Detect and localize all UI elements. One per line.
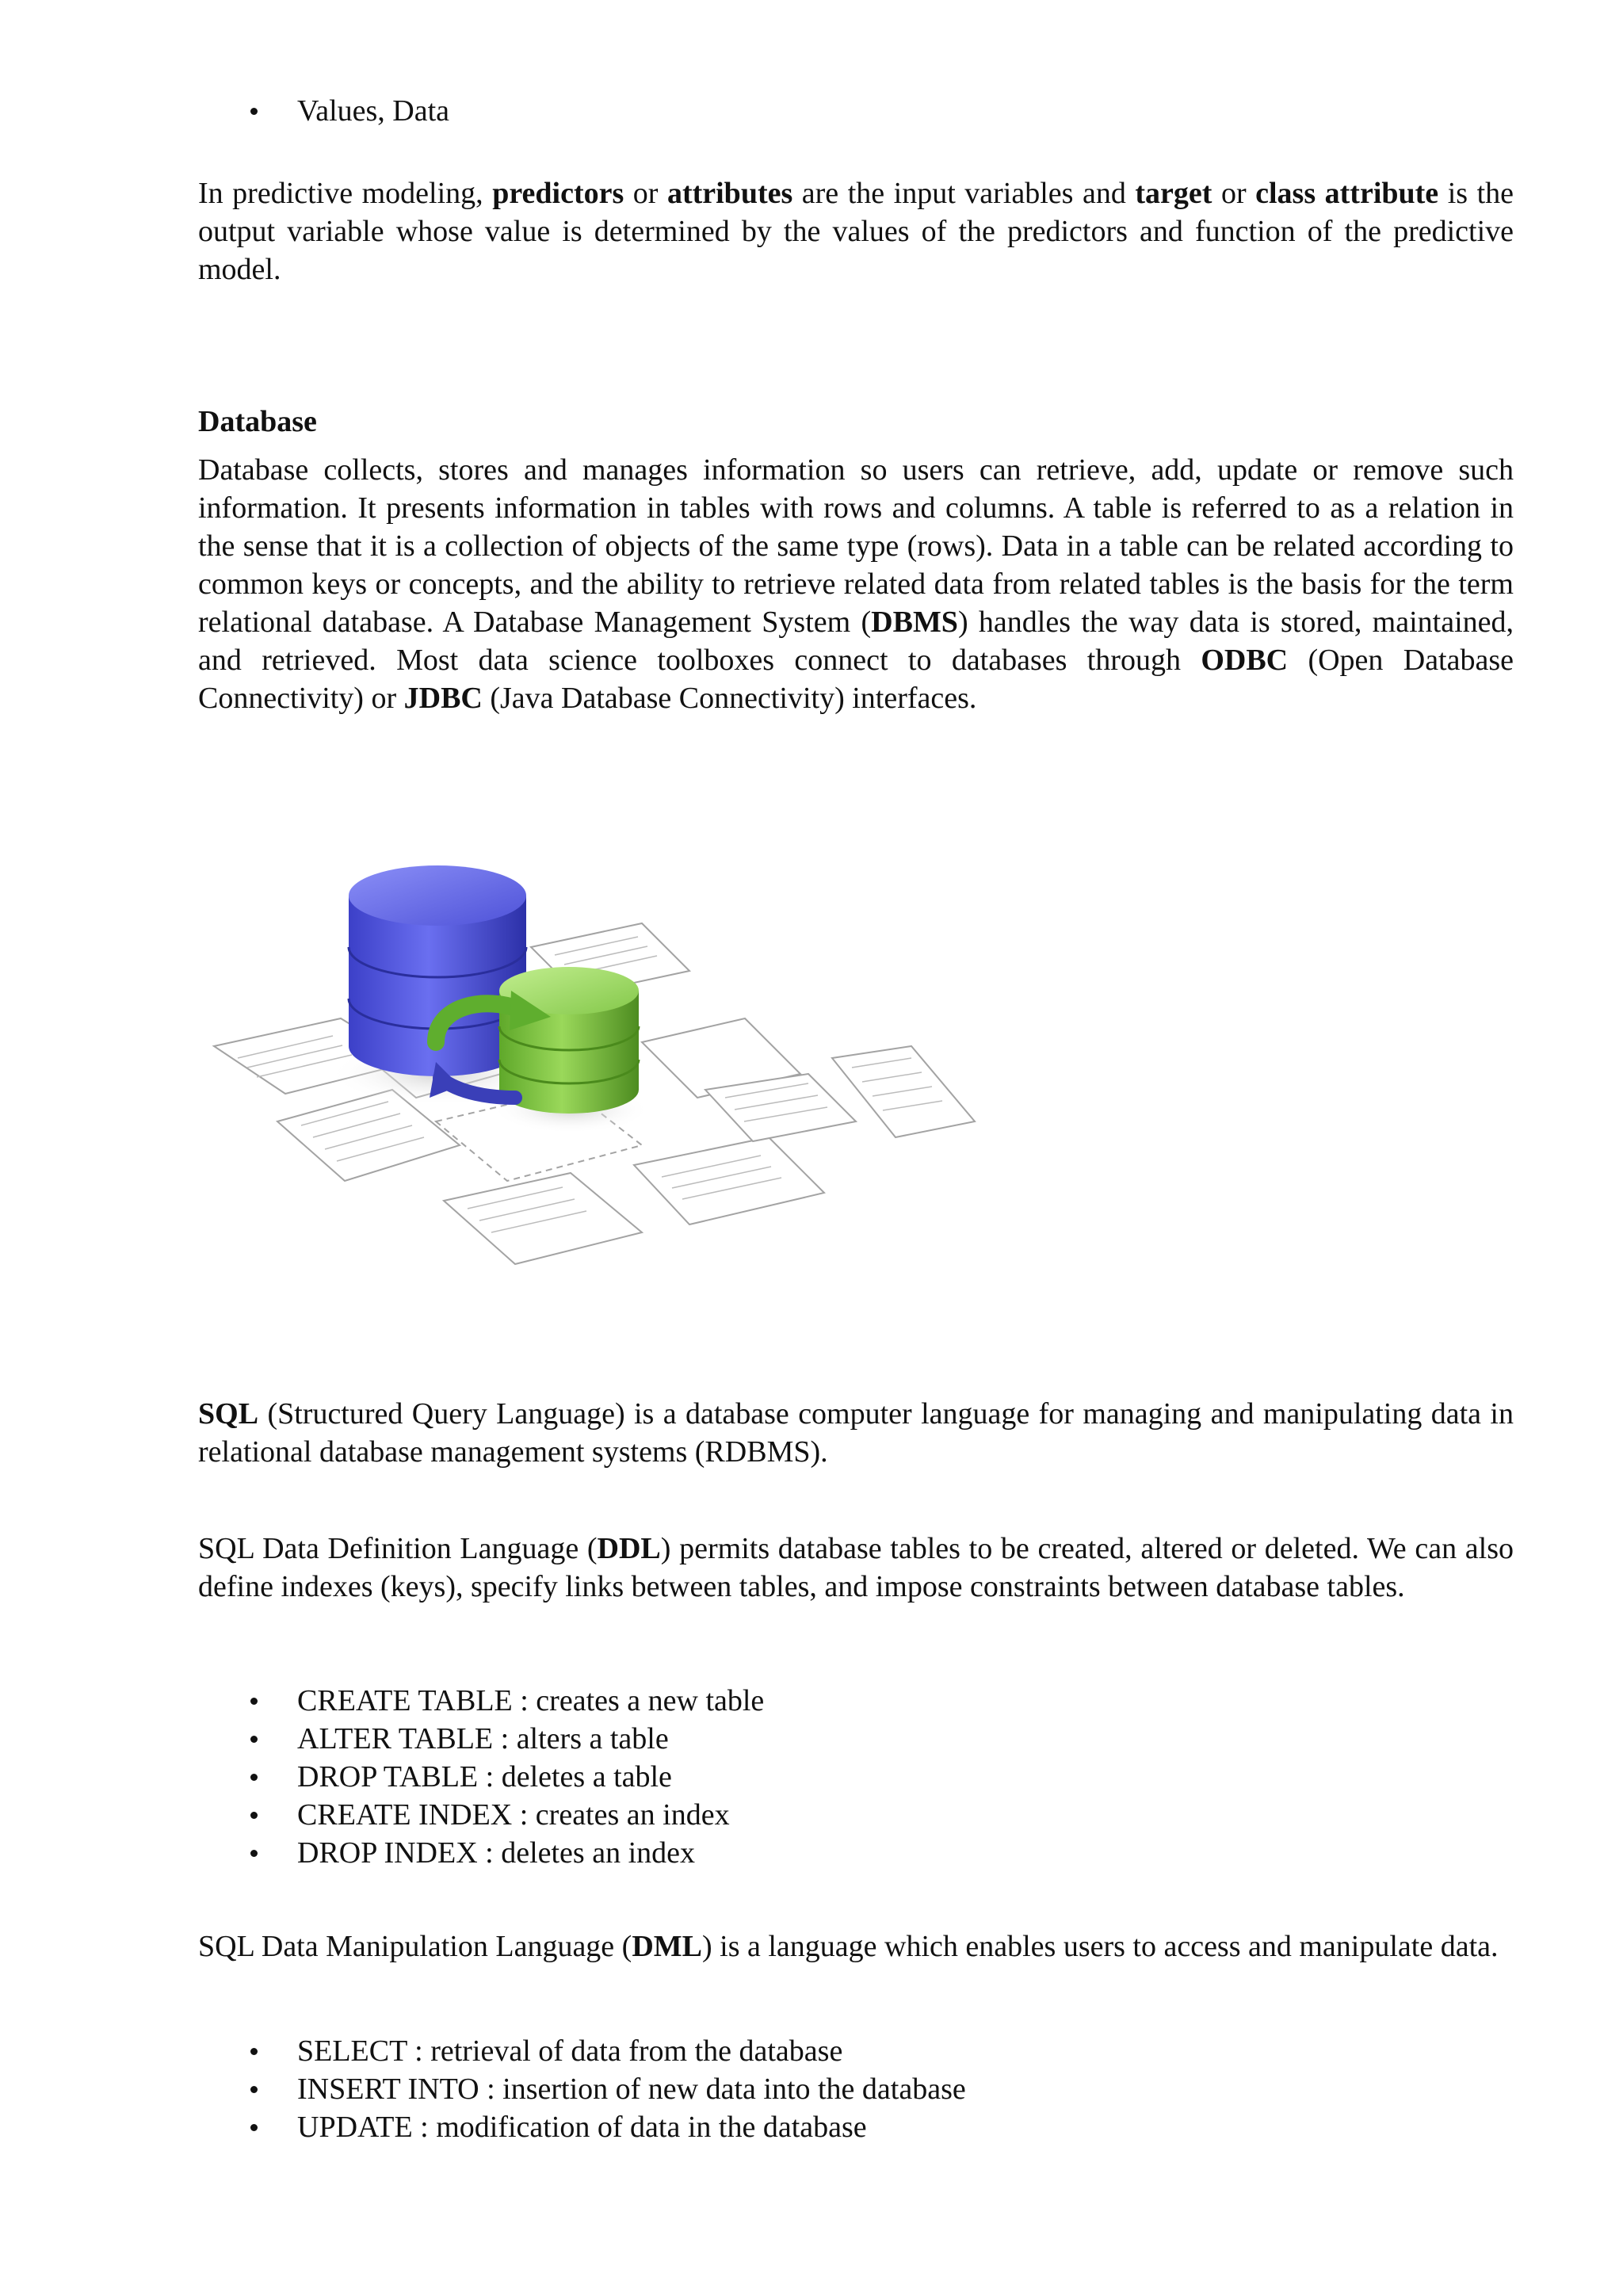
list-item: DROP INDEX : deletes an index xyxy=(198,1834,764,1872)
dml-command-list xyxy=(198,2032,966,2146)
sql-paragraph: SQL (Structured Query Language) is a database computer language for managing and manipulating data in relational database management systems (RDBMS). xyxy=(198,1397,1514,1469)
database-diagram-image xyxy=(198,860,1038,1375)
green-database-cylinder xyxy=(499,967,639,1114)
bullet-icon xyxy=(250,1774,258,1781)
bullet-icon xyxy=(250,2048,258,2055)
top-bullet-list xyxy=(198,92,449,130)
bullet-icon xyxy=(250,1736,258,1743)
bullet-icon xyxy=(250,2086,258,2093)
list-item: INSERT INTO : insertion of new data into the database xyxy=(198,2070,966,2108)
bullet-icon xyxy=(250,1812,258,1819)
list-item: Values, Data xyxy=(198,92,449,130)
dml-paragraph: SQL Data Manipulation Language (DML) is a language which enables users to access and manipulate data. xyxy=(198,1930,1499,1963)
list-item: DROP TABLE : deletes a table xyxy=(198,1758,764,1796)
bullet-icon xyxy=(250,1698,258,1705)
ddl-command-list xyxy=(198,1682,764,1872)
bullet-icon xyxy=(250,108,258,115)
list-item: CREATE TABLE : creates a new table xyxy=(198,1682,764,1720)
bullet-icon xyxy=(250,1850,258,1857)
list-item: ALTER TABLE : alters a table xyxy=(198,1720,764,1758)
list-item: SELECT : retrieval of data from the database xyxy=(198,2032,966,2070)
database-paragraph: Database collects, stores and manages information so users can retrieve, add, update or remove such information. It presents information in tables with rows and columns. A table is referred to as a relation in the sense that it is a collection of objects of the same type (rows). Data in a table can be related according to common keys or concepts, and the ability to retrieve related data from related tables is the basis for the term relational database. A Database Management System (DBMS) handles the way data is stored, maintained, and retrieved. Most data science toolboxes connect to databases through ODBC (Open Database Connectivity) or JDBC (Java Database Connectivity) interfaces. xyxy=(198,453,1514,715)
database-heading: Database xyxy=(198,405,317,438)
ddl-paragraph: SQL Data Definition Language (DDL) permits database tables to be created, altered or deleted. We can also define indexes (keys), specify links between tables, and impose constraints between database tables. xyxy=(198,1532,1514,1603)
list-item: CREATE INDEX : creates an index xyxy=(198,1796,764,1834)
database-illustration xyxy=(198,860,1038,1375)
list-item: UPDATE : modification of data in the database xyxy=(198,2108,966,2146)
predictive-modeling-paragraph: In predictive modeling, predictors or attributes are the input variables and target or class attribute is the output variable whose value is determined by the values of the predictors and function of the predictive model. xyxy=(198,177,1514,286)
bullet-icon xyxy=(250,2124,258,2131)
